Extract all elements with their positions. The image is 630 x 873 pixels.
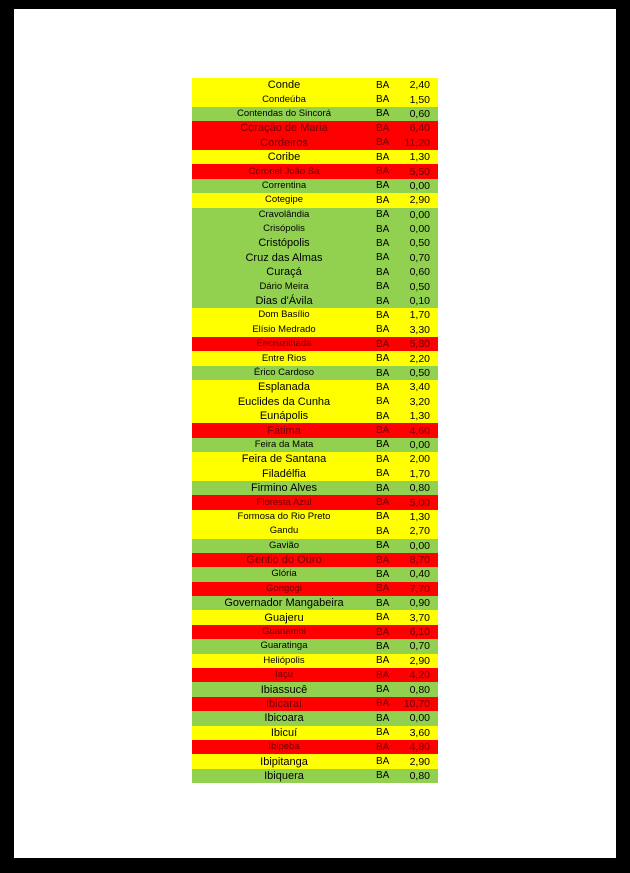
state-code: BA [376,453,390,465]
municipality-name: Dom Basílio [258,309,310,321]
table-row [192,467,438,481]
state-code: BA [376,252,390,264]
value-cell: 1,70 [409,309,430,322]
table-row [192,668,438,682]
table-row [192,726,438,740]
municipality-name: Heliópolis [263,654,305,666]
table-row [192,452,438,466]
value-cell: 2,70 [409,525,430,538]
state-code: BA [376,281,390,293]
table-row [192,596,438,610]
table-row [192,510,438,524]
table-row [192,208,438,222]
municipality-name: Euclides da Cunha [237,395,331,408]
value-cell: 0,80 [409,769,430,782]
state-code: BA [376,439,390,451]
municipality-name: Fátima [267,424,301,437]
table-row [192,107,438,121]
state-code: BA [376,209,390,221]
state-code: BA [376,324,390,336]
value-cell: 11,20 [404,136,430,149]
table-row [192,366,438,380]
table-row [192,553,438,567]
value-cell: 4,80 [409,741,430,754]
value-cell: 3,40 [409,381,430,394]
table-row [192,164,438,178]
table-row [192,582,438,596]
value-cell: 0,50 [409,367,430,379]
municipality-name: Floresta Azul [256,496,312,508]
value-cell: 4,60 [409,424,430,437]
state-code: BA [376,597,390,609]
municipality-name: Governador Mangabeira [224,597,344,610]
table-row [192,481,438,495]
value-cell: 0,70 [409,640,430,653]
state-code: BA [376,381,390,393]
municipality-name: Feira da Mata [254,438,314,450]
value-cell: 0,80 [409,683,430,696]
value-cell: 5,80 [409,338,430,351]
value-cell: 0,50 [409,237,430,250]
table-row [192,711,438,725]
state-code: BA [376,367,390,379]
table-row [192,610,438,624]
value-cell: 0,50 [409,280,430,293]
table-row [192,539,438,553]
value-cell: 2,90 [409,654,430,667]
value-cell: 8,70 [409,554,430,567]
table-row [192,279,438,293]
municipality-name: Feira de Santana [241,453,327,466]
municipality-name: Dias d'Ávila [255,295,313,308]
value-cell: 1,30 [409,510,430,523]
state-code: BA [376,194,390,206]
state-code: BA [376,353,390,365]
value-cell: 2,20 [409,352,430,365]
table-row [192,121,438,135]
table-row [192,524,438,538]
state-code: BA [376,166,390,178]
municipality-name: Guaratinga [260,640,308,652]
municipality-name: Ibicaraí [265,697,303,710]
state-code: BA [376,568,390,580]
value-cell: 0,40 [409,568,430,581]
state-code: BA [376,727,390,739]
municipality-name: Ibipitanga [260,755,308,768]
state-code: BA [376,525,390,537]
state-code: BA [376,468,390,480]
state-code: BA [376,309,390,321]
municipality-name: Curaçá [266,266,302,279]
value-cell: 0,80 [409,482,430,495]
value-cell: 3,20 [409,395,430,408]
table-row [192,351,438,365]
municipality-name: Ibiquera [264,769,304,782]
state-code: BA [376,554,390,566]
table-row [192,625,438,639]
state-code: BA [376,295,390,307]
municipality-name: Crisópolis [263,223,305,235]
municipality-name: Elísio Medrado [252,323,316,335]
municipality-name: Coribe [267,151,301,164]
value-cell: 3,30 [409,323,430,336]
table-row [192,308,438,322]
municipality-name: Guanambi [262,626,306,638]
state-code: BA [376,108,390,120]
municipality-name: Coronel João Sá [248,165,320,177]
value-cell: 0,00 [409,179,430,192]
municipality-name: Condeúba [262,93,306,105]
state-code: BA [376,655,390,667]
value-cell: 1,50 [409,93,430,106]
value-cell: 0,60 [409,107,430,120]
table-row [192,740,438,754]
table-row [192,697,438,711]
state-code: BA [376,338,390,350]
table-row [192,92,438,106]
municipality-name: Ibiassucê [260,683,308,696]
municipality-name: Cristópolis [258,237,310,250]
state-code: BA [376,669,390,681]
value-cell: 1,70 [409,467,430,480]
value-cell: 0,90 [409,597,430,610]
value-cell: 3,70 [409,611,430,624]
state-code: BA [376,122,390,134]
municipality-name: Cruz das Almas [245,251,323,264]
table-row [192,179,438,193]
state-code: BA [376,425,390,437]
table-row [192,323,438,337]
state-code: BA [376,237,390,249]
table-row [192,193,438,207]
state-code: BA [376,223,390,235]
value-cell: 0,70 [409,251,430,264]
municipality-name: Ibipeba [268,741,300,753]
table-row [192,495,438,509]
value-cell: 6,10 [409,626,430,639]
table-row [192,409,438,423]
value-cell: 1,30 [409,151,430,164]
table-row [192,380,438,394]
value-cell: 0,00 [409,438,430,451]
municipality-name: Contendas do Sincorá [236,107,331,119]
municipality-name: Conde [267,79,301,92]
state-code: BA [376,137,390,149]
municipality-name: Ibicuí [270,726,298,739]
value-cell: 4,20 [409,669,430,682]
state-code: BA [376,640,390,652]
municipality-name: Coração de Maria [240,122,328,135]
value-cell: 10,70 [403,697,430,710]
municipality-name: Cravolândia [258,208,310,220]
municipality-name: Dário Meira [259,280,309,292]
table-row [192,150,438,164]
table-row [192,265,438,279]
state-code: BA [376,540,390,552]
value-cell: 2,90 [409,755,430,768]
value-cell: 0,00 [409,712,430,725]
state-code: BA [376,712,390,724]
state-code: BA [376,79,390,91]
municipality-name: Gongogi [266,582,302,594]
state-code: BA [376,583,390,595]
table-row [192,654,438,668]
value-cell: 6,40 [409,122,430,135]
value-cell: 0,00 [409,539,430,552]
table-row [192,754,438,768]
state-code: BA [376,684,390,696]
table-row [192,78,438,92]
municipality-name: Gandu [269,525,299,537]
municipality-name: Firmino Alves [250,482,318,495]
state-code: BA [376,741,390,753]
state-code: BA [376,698,390,710]
municipality-name: Érico Cardoso [253,367,315,378]
municipality-name: Esplanada [258,381,310,394]
state-code: BA [376,180,390,192]
state-code: BA [376,612,390,624]
value-cell: 0,00 [409,208,430,221]
value-cell: 5,50 [409,165,430,178]
table-row [192,423,438,437]
municipality-name: Guajeru [264,611,304,624]
state-code: BA [376,482,390,494]
municipality-name: Formosa do Rio Preto [237,510,331,522]
table-row [192,395,438,409]
municipality-name: Gavião [268,539,300,551]
table-row [192,222,438,236]
municipality-name: Gentio do Ouro [246,554,322,567]
municipality-name: Eunápolis [259,410,309,423]
municipality-name: Iaçu [275,669,293,681]
table-row [192,567,438,581]
table-row [192,337,438,351]
municipality-name: Filadélfia [261,467,307,480]
table-row [192,639,438,653]
state-code: BA [376,410,390,422]
value-cell: 2,00 [409,453,430,466]
municipality-name: Entre Rios [261,352,307,364]
document-page [14,9,616,858]
municipality-name: Cotegipe [264,194,304,206]
value-cell: 7,70 [409,582,430,595]
municipality-name: Cordeiros [260,136,308,149]
state-code: BA [376,770,390,782]
table-row [192,769,438,783]
state-code: BA [376,756,390,768]
value-cell: 5,00 [409,496,430,509]
municipality-name: Encruzilhada [256,338,312,350]
state-code: BA [376,151,390,163]
value-cell: 0,00 [409,223,430,236]
municipality-name: Glória [271,568,297,580]
table-row [192,294,438,308]
state-code: BA [376,396,390,408]
state-code: BA [376,626,390,638]
value-cell: 3,60 [409,726,430,739]
municipality-name: Correntina [261,179,307,191]
state-code: BA [376,266,390,278]
municipality-name: Ibicoara [264,712,304,725]
municipality-table [192,78,438,783]
value-cell: 2,40 [409,79,430,92]
value-cell: 0,60 [409,266,430,279]
table-row [192,438,438,452]
state-code: BA [376,94,390,106]
state-code: BA [376,497,390,509]
table-row [192,136,438,150]
table-row [192,251,438,265]
table-row [192,682,438,696]
value-cell: 0,10 [409,295,430,308]
table-row [192,236,438,250]
value-cell: 1,30 [409,410,430,423]
value-cell: 2,90 [409,194,430,207]
state-code: BA [376,511,390,523]
